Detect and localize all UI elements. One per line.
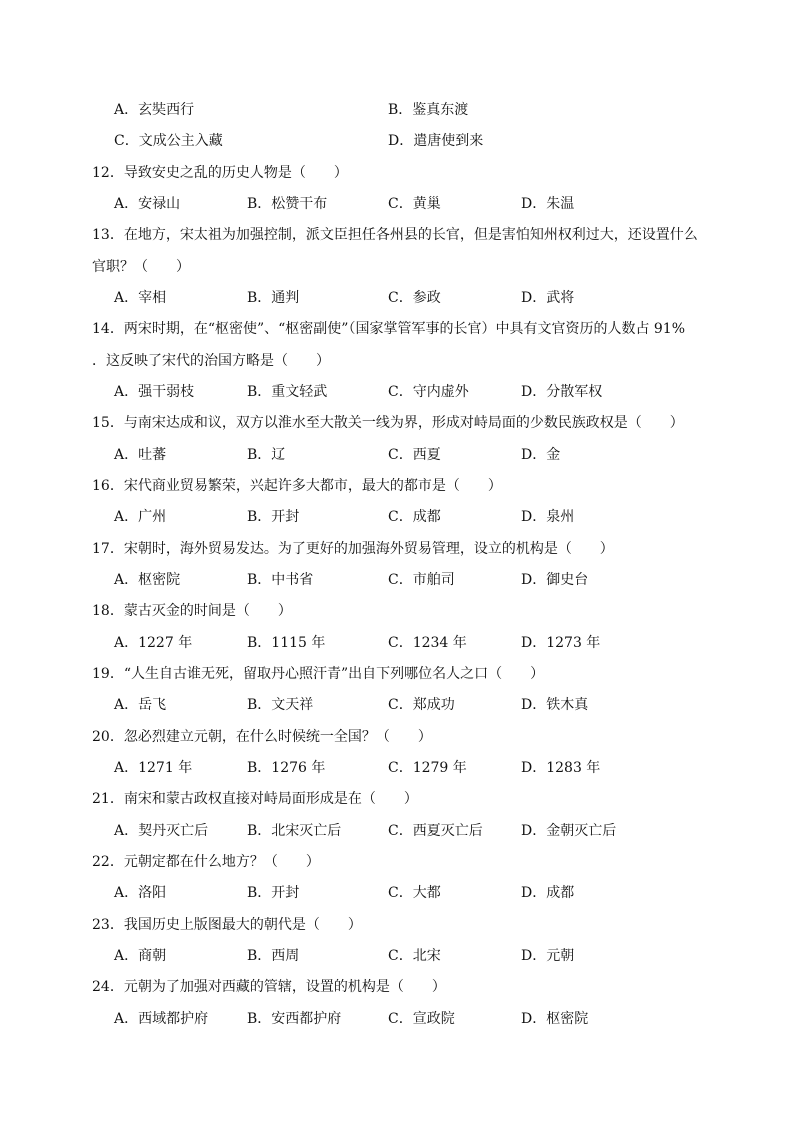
options-row — [0, 632, 794, 654]
option-d: D．成都 — [521, 885, 575, 902]
option-a: A．商朝 — [114, 947, 167, 964]
option-d: D．元朝 — [521, 947, 575, 964]
option-c: C．1234 年 — [388, 634, 467, 651]
option-d: D．枢密院 — [521, 1010, 589, 1027]
question-row — [0, 788, 794, 810]
question-text: 16．宋代商业贸易繁荣，兴起许多大都市，最大的都市是（ ） — [92, 477, 502, 494]
option-b: B．1115 年 — [247, 634, 326, 651]
option-c: C．1279 年 — [388, 759, 467, 776]
option-a: A．契丹灭亡后 — [114, 822, 209, 839]
option-c: C．市舶司 — [388, 571, 455, 588]
option-a: C．文成公主入藏 — [114, 133, 223, 150]
question-text: 21．南宋和蒙古政权直接对峙局面形成是在（ ） — [92, 791, 418, 808]
question-row — [0, 726, 794, 748]
option-c: C．郑成功 — [388, 697, 455, 714]
question-text: 22．元朝定都在什么地方？（ ） — [92, 853, 320, 870]
option-d: D．武将 — [521, 289, 575, 306]
question-row — [0, 475, 794, 497]
option-b: B．开封 — [247, 885, 300, 902]
option-d: D．金朝灭亡后 — [521, 822, 617, 839]
option-c: C．西夏 — [388, 446, 441, 463]
options-row — [0, 130, 794, 152]
option-a: A．宰相 — [114, 289, 167, 306]
option-b: B．中书省 — [247, 571, 314, 588]
option-a: A．安禄山 — [114, 195, 181, 212]
question-text: 23．我国历史上版图最大的朝代是（ ） — [92, 916, 362, 933]
question-row — [0, 162, 794, 184]
option-b: B．开封 — [247, 509, 300, 526]
option-a: A．枢密院 — [114, 571, 181, 588]
options-row — [0, 694, 794, 716]
question-row — [0, 663, 794, 685]
option-b: B．文天祥 — [247, 697, 314, 714]
options-row — [0, 99, 794, 121]
question-row — [0, 224, 794, 246]
option-b: B．通判 — [247, 289, 300, 306]
question-row — [0, 851, 794, 873]
option-a: A．吐蕃 — [114, 446, 167, 463]
question-continuation-row — [0, 350, 794, 372]
option-a: A．1271 年 — [114, 759, 193, 776]
option-d: D．1273 年 — [521, 634, 601, 651]
question-text: 12．导致安史之乱的历史人物是（ ） — [92, 164, 348, 181]
question-text: 20．忽必烈建立元朝，在什么时候统一全国？（ ） — [92, 728, 432, 745]
option-a: A．广州 — [114, 509, 167, 526]
question-continuation-text: 官职？（ ） — [92, 258, 190, 275]
option-d: D．1283 年 — [521, 759, 601, 776]
option-d: D．御史台 — [521, 571, 589, 588]
option-a: A．西域都护府 — [114, 1010, 209, 1027]
option-c: C．守内虚外 — [388, 383, 469, 400]
options-row — [0, 1008, 794, 1030]
option-d: D．泉州 — [521, 509, 575, 526]
question-row — [0, 914, 794, 936]
option-c: C．大都 — [388, 885, 441, 902]
question-row — [0, 600, 794, 622]
option-d: D．分散军权 — [521, 383, 603, 400]
options-row — [0, 882, 794, 904]
option-c: C．北宋 — [388, 947, 441, 964]
option-a: A．岳飞 — [114, 697, 167, 714]
option-b: B．辽 — [247, 446, 286, 463]
question-text: 17．宋朝时，海外贸易发达。为了更好的加强海外贸易管理，设立的机构是（ ） — [92, 540, 614, 557]
option-c: C．成都 — [388, 509, 441, 526]
question-row — [0, 538, 794, 560]
option-b: B．1276 年 — [247, 759, 326, 776]
option-c: C．宣政院 — [388, 1010, 455, 1027]
options-row — [0, 193, 794, 215]
option-b: D．遣唐使到来 — [388, 133, 484, 150]
option-c: C．西夏灭亡后 — [388, 822, 483, 839]
question-continuation-text: ．这反映了宋代的治国方略是（ ） — [92, 352, 330, 369]
option-d: D．金 — [521, 446, 561, 463]
option-c: C．参政 — [388, 289, 441, 306]
option-c: C．黄巢 — [388, 195, 441, 212]
options-row — [0, 381, 794, 403]
options-row — [0, 945, 794, 967]
option-a: A．强干弱枝 — [114, 383, 195, 400]
option-b: B．安西都护府 — [247, 1010, 342, 1027]
options-row — [0, 506, 794, 528]
option-a: A．1227 年 — [114, 634, 193, 651]
question-text: 18．蒙古灭金的时间是（ ） — [92, 603, 292, 620]
option-d: D．铁木真 — [521, 697, 589, 714]
option-b: B．重文轻武 — [247, 383, 328, 400]
question-text: 14．两宋时期，在“枢密使”、“枢密副使”（国家掌管军事的长官）中具有文官资历的人数占 91% — [92, 321, 686, 338]
options-row — [0, 287, 794, 309]
question-row — [0, 318, 794, 340]
option-b: B．松赞干布 — [247, 195, 328, 212]
option-b: B．北宋灭亡后 — [247, 822, 342, 839]
question-row — [0, 976, 794, 998]
question-text: 24．元朝为了加强对西藏的管辖，设置的机构是（ ） — [92, 979, 446, 996]
options-row — [0, 569, 794, 591]
question-text: 15．与南宋达成和议，双方以淮水至大散关一线为界，形成对峙局面的少数民族政权是（ ） — [92, 415, 684, 432]
option-d: D．朱温 — [521, 195, 575, 212]
options-row — [0, 820, 794, 842]
question-row — [0, 412, 794, 434]
option-b: B．西周 — [247, 947, 300, 964]
option-a: A．玄奘西行 — [114, 102, 195, 118]
option-b: B．鉴真东渡 — [388, 102, 469, 118]
options-row — [0, 444, 794, 466]
question-text: 13．在地方，宋太祖为加强控制，派文臣担任各州县的长官，但是害怕知州权利过大，还设置什么 — [92, 227, 698, 244]
options-row — [0, 757, 794, 779]
option-a: A．洛阳 — [114, 885, 167, 902]
question-text: 19．“人生自古谁无死，留取丹心照汗青”出自下列哪位名人之口（ ） — [92, 665, 545, 682]
question-continuation-row — [0, 256, 794, 278]
